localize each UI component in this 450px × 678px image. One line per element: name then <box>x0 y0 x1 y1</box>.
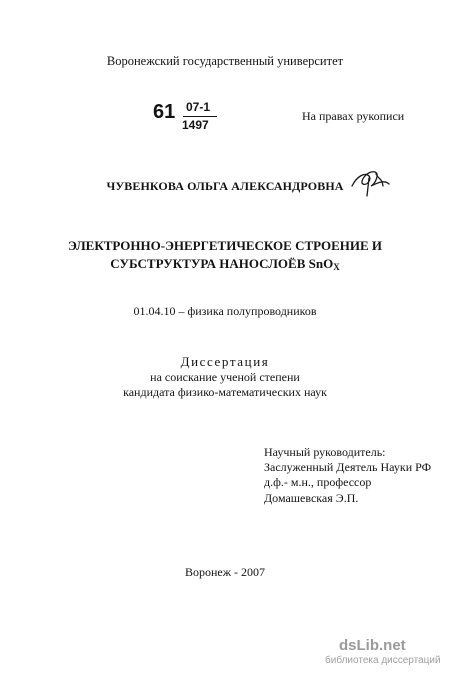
university-name: Воронежский государственный университет <box>106 54 344 68</box>
author-name: ЧУВЕНКОВА ОЛЬГА АЛЕКСАНДРОВНА <box>106 179 344 193</box>
watermark-logo: dsLib.net <box>339 637 406 654</box>
handwritten-signature <box>349 166 393 198</box>
registration-code: 61 <box>153 101 176 123</box>
city-year: Воронеж - 2007 <box>184 565 266 579</box>
rights-notice: На правах рукописи <box>302 109 405 123</box>
dissertation-heading: Диссертация <box>180 354 270 369</box>
supervisor-honor: Заслуженный Деятель Науки РФ <box>264 460 432 474</box>
registration-fraction-line <box>183 116 217 117</box>
registration-denominator: 1497 <box>182 118 209 132</box>
specialty-code: 01.04.10 – физика полупроводников <box>133 304 317 318</box>
thesis-title-line-1: ЭЛЕКТРОННО-ЭНЕРГЕТИЧЕСКОЕ СТРОЕНИЕ И <box>67 238 383 253</box>
supervisor-name: Домашевская Э.П. <box>264 491 359 505</box>
degree-line-2: кандидата физико-математических наук <box>123 385 327 399</box>
watermark-caption: библиотека диссертаций <box>325 655 441 666</box>
supervisor-label: Научный руководитель: <box>264 445 386 459</box>
thesis-title-subscript: X <box>333 262 340 272</box>
thesis-title-line-2 <box>0 256 450 272</box>
registration-numerator: 07-1 <box>186 100 211 114</box>
degree-line-1: на соискание ученой степени <box>150 370 300 384</box>
thesis-title-line-2-text: СУБСТРУКТУРА НАНОСЛОЁВ SnO <box>110 256 334 271</box>
supervisor-degree: д.ф.- м.н., профессор <box>264 475 372 489</box>
